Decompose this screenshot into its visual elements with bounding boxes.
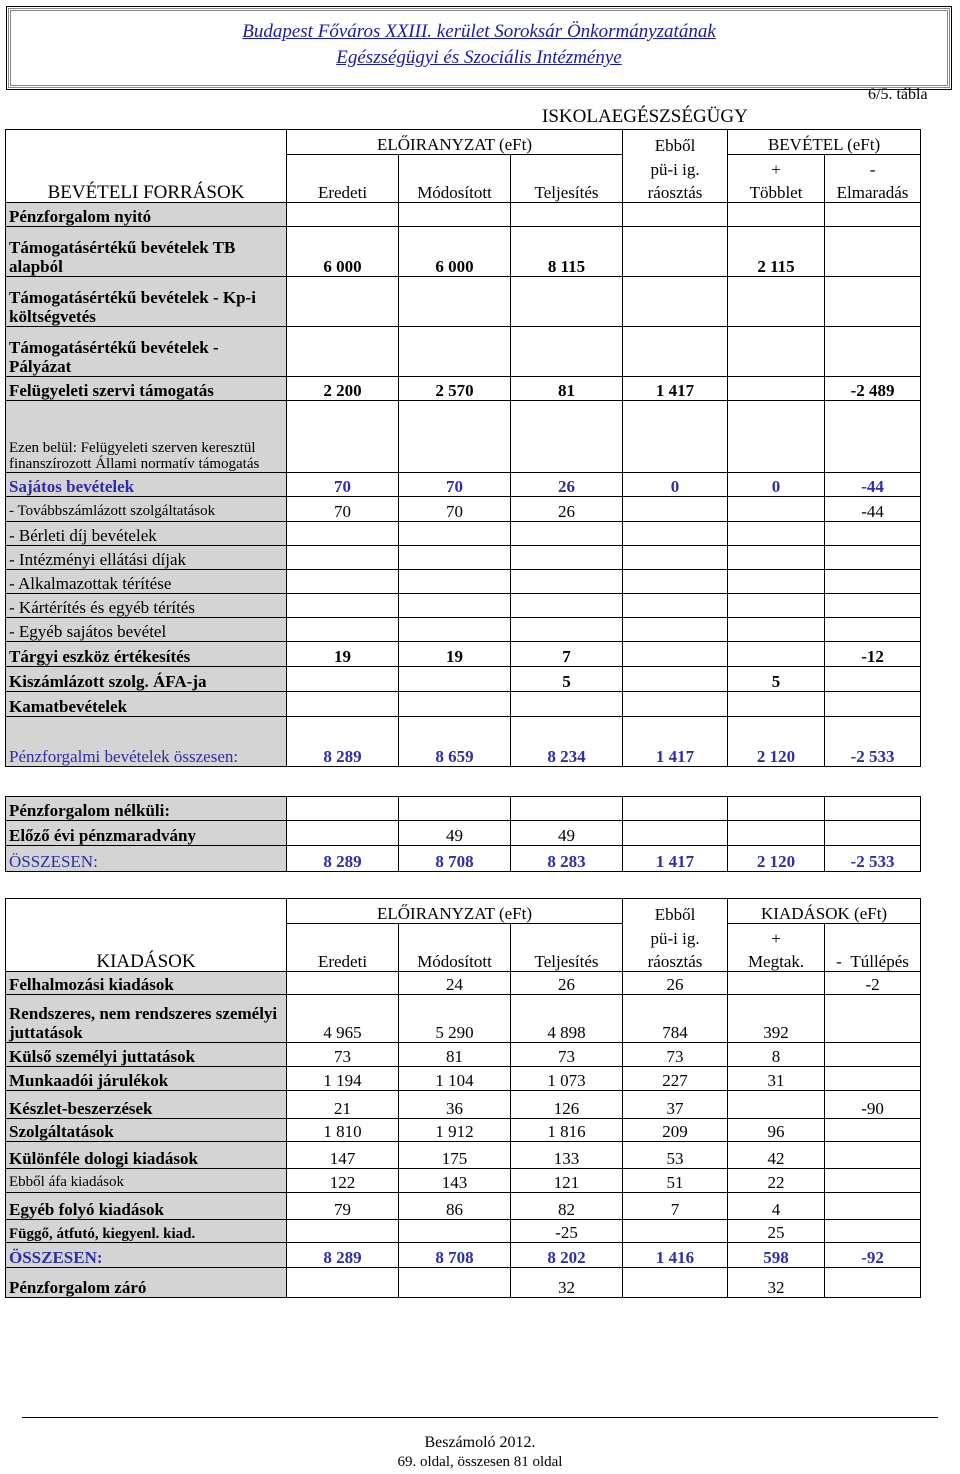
- revenue-row-tobblet: 2 115: [728, 227, 825, 277]
- expense-row: [6, 1119, 921, 1142]
- expense-row-eredeti: 1 810: [287, 1119, 399, 1142]
- revenue-row-modositott: [399, 594, 511, 618]
- expenses-col-tullepes-label: Túllépés: [850, 952, 909, 971]
- previous-year-balance-pui: [623, 821, 728, 846]
- revenue-sources-header: BEVÉTELI FORRÁSOK: [6, 130, 287, 203]
- expense-row-modositott: 8 708: [399, 1243, 511, 1268]
- expense-row-pui: 209: [623, 1119, 728, 1142]
- expense-row-megtak: 42: [728, 1142, 825, 1169]
- expense-row-teljesites: 8 202: [511, 1243, 623, 1268]
- revenue-row-pui: [623, 327, 728, 377]
- revenue-col-tobblet: Többlet: [728, 179, 825, 203]
- revenue-row-teljesites: 26: [511, 473, 623, 497]
- grand-total-revenue-modositott: 8 708: [399, 846, 511, 872]
- expense-row-megtak: 392: [728, 995, 825, 1043]
- revenue-row-tobblet: 5: [728, 667, 825, 692]
- expense-row-eredeti: 79: [287, 1193, 399, 1220]
- expense-row-megtak: 4: [728, 1193, 825, 1220]
- revenue-row-eredeti: [287, 546, 399, 570]
- expense-row-pui: 51: [623, 1169, 728, 1193]
- revenue-row-elmaradas: [825, 277, 921, 327]
- expenses-col-eredeti: Eredeti: [287, 924, 399, 972]
- revenue-row-teljesites: 8 115: [511, 227, 623, 277]
- expense-row-eredeti: [287, 1268, 399, 1298]
- revenue-row-label: Felügyeleti szervi támogatás: [6, 377, 287, 401]
- expense-row-modositott: 36: [399, 1091, 511, 1119]
- expense-row-tullepes: -90: [825, 1091, 921, 1119]
- revenue-row-label: Kamatbevételek: [6, 692, 287, 717]
- expense-row-label: Rendszeres, nem rendszeres személyi juttatások: [6, 995, 287, 1043]
- expense-row-teljesites: 32: [511, 1268, 623, 1298]
- grand-total-revenue-tobblet: 2 120: [728, 846, 825, 872]
- revenue-row-tobblet: [728, 594, 825, 618]
- expense-row-tullepes: [825, 1142, 921, 1169]
- revenue-row-label: - Kártérítés és egyéb térítés: [6, 594, 287, 618]
- revenue-row-modositott: 19: [399, 642, 511, 667]
- revenue-ebbol-header: Ebből: [623, 130, 728, 155]
- revenue-row: [6, 377, 921, 401]
- revenue-row-elmaradas: [825, 594, 921, 618]
- expenses-col-pui-line1: pü-i ig.: [623, 924, 728, 948]
- revenue-row-pui: [623, 277, 728, 327]
- revenue-row-teljesites: 26: [511, 497, 623, 522]
- revenue-row-elmaradas: [825, 401, 921, 473]
- revenue-row-eredeti: 70: [287, 497, 399, 522]
- revenue-row-eredeti: [287, 277, 399, 327]
- footer-page-number: 69. oldal, összesen 81 oldal: [397, 1454, 563, 1470]
- previous-year-balance-teljesites: 49: [511, 821, 623, 846]
- expense-row-label: Ebből áfa kiadások: [6, 1169, 287, 1193]
- expenses-col-minus-sign: -: [836, 952, 842, 971]
- expense-row-eredeti: 1 194: [287, 1067, 399, 1091]
- revenue-row-pui: [623, 692, 728, 717]
- expense-row-modositott: 1 912: [399, 1119, 511, 1142]
- revenue-row-tobblet: [728, 377, 825, 401]
- expense-row-pui: 73: [623, 1043, 728, 1067]
- expense-row-teljesites: 1 073: [511, 1067, 623, 1091]
- revenue-row-teljesites: 8 234: [511, 717, 623, 767]
- revenue-row-tobblet: [728, 497, 825, 522]
- revenue-col-elmaradas: Elmaradás: [825, 179, 921, 203]
- expense-row-modositott: 143: [399, 1169, 511, 1193]
- table-reference: 6/5. tábla: [868, 86, 928, 103]
- revenue-row-modositott: [399, 277, 511, 327]
- revenue-col-modositott: Módosított: [399, 155, 511, 203]
- revenue-row-teljesites: [511, 277, 623, 327]
- footer-report-year: Beszámoló 2012.: [424, 1434, 536, 1451]
- revenue-row-pui: [623, 594, 728, 618]
- expense-row: [6, 1043, 921, 1067]
- expense-row-eredeti: [287, 1220, 399, 1243]
- revenue-row-label: - Továbbszámlázott szolgáltatások: [6, 497, 287, 522]
- footer-rule: [22, 1417, 938, 1418]
- revenue-row-tobblet: [728, 277, 825, 327]
- revenue-table: [5, 129, 921, 767]
- revenue-row-modositott: 70: [399, 473, 511, 497]
- revenue-row: [6, 546, 921, 570]
- revenue-row-label: Támogatásértékű bevételek TB alapból: [6, 227, 287, 277]
- expense-row-tullepes: -2: [825, 972, 921, 995]
- expenses-group-header: KIADÁSOK (eFt): [728, 899, 921, 924]
- expenses-col-plus-sign: +: [728, 924, 825, 948]
- revenue-row-teljesites: [511, 546, 623, 570]
- revenue-row-pui: [623, 522, 728, 546]
- expense-row-label: Függő, átfutó, kiegyenl. kiad.: [6, 1220, 287, 1243]
- nonmonetary-label: Pénzforgalom nélküli:: [6, 797, 287, 821]
- revenue-row-teljesites: 7: [511, 642, 623, 667]
- revenue-row-label: - Bérleti díj bevételek: [6, 522, 287, 546]
- revenue-rows: [6, 203, 921, 767]
- expenses-col-teljesites: Teljesítés: [511, 924, 623, 972]
- revenue-row: [6, 327, 921, 377]
- expenses-col-tullepes: [825, 924, 921, 972]
- revenue-row-label: Sajátos bevételek: [6, 473, 287, 497]
- expense-row-eredeti: 73: [287, 1043, 399, 1067]
- grand-total-revenue-elmaradas: -2 533: [825, 846, 921, 872]
- expense-row-tullepes: [825, 1220, 921, 1243]
- revenue-row-pui: [623, 227, 728, 277]
- revenue-row-elmaradas: -12: [825, 642, 921, 667]
- revenue-col-eredeti: Eredeti: [287, 155, 399, 203]
- expense-row-megtak: 8: [728, 1043, 825, 1067]
- expense-row-teljesites: 121: [511, 1169, 623, 1193]
- revenue-row: [6, 497, 921, 522]
- revenue-row: [6, 717, 921, 767]
- grand-total-revenue-pui: 1 417: [623, 846, 728, 872]
- revenue-row-teljesites: [511, 594, 623, 618]
- revenue-row-tobblet: [728, 570, 825, 594]
- revenue-row-elmaradas: -44: [825, 497, 921, 522]
- expenses-ebbol-header: Ebből: [623, 899, 728, 924]
- revenue-row-pui: [623, 618, 728, 642]
- expense-row-eredeti: 8 289: [287, 1243, 399, 1268]
- previous-year-balance-tobblet: [728, 821, 825, 846]
- header-institution-line1: Budapest Főváros XXIII. kerület Soroksár Önkormányzatának: [242, 21, 716, 42]
- expense-row-label: Külső személyi juttatások: [6, 1043, 287, 1067]
- expense-row-tullepes: [825, 1169, 921, 1193]
- expense-row-teljesites: 133: [511, 1142, 623, 1169]
- revenue-row-tobblet: 0: [728, 473, 825, 497]
- revenue-row-modositott: [399, 570, 511, 594]
- revenue-row: [6, 227, 921, 277]
- revenue-row-eredeti: [287, 203, 399, 227]
- previous-year-balance-modositott: 49: [399, 821, 511, 846]
- expense-row: [6, 995, 921, 1043]
- revenue-row-eredeti: [287, 692, 399, 717]
- revenue-row-teljesites: [511, 203, 623, 227]
- expense-row-teljesites: 1 816: [511, 1119, 623, 1142]
- expense-row-tullepes: [825, 1268, 921, 1298]
- revenue-row-tobblet: [728, 692, 825, 717]
- grand-total-revenue-label: ÖSSZESEN:: [6, 846, 287, 872]
- revenue-row-eredeti: [287, 594, 399, 618]
- revenue-row-pui: [623, 546, 728, 570]
- revenue-row-label: Kiszámlázott szolg. ÁFA-ja: [6, 667, 287, 692]
- revenue-row-pui: [623, 642, 728, 667]
- revenue-row-eredeti: [287, 570, 399, 594]
- expense-row: [6, 1169, 921, 1193]
- expenses-table: [5, 898, 921, 1298]
- expense-row-teljesites: 82: [511, 1193, 623, 1220]
- revenue-row-eredeti: [287, 618, 399, 642]
- expense-row-modositott: 24: [399, 972, 511, 995]
- revenue-row: [6, 594, 921, 618]
- expense-row: [6, 1243, 921, 1268]
- revenue-row: [6, 692, 921, 717]
- revenue-row-modositott: [399, 401, 511, 473]
- revenue-row-eredeti: 19: [287, 642, 399, 667]
- expenses-col-megtak: Megtak.: [728, 948, 825, 972]
- revenue-row-eredeti: 70: [287, 473, 399, 497]
- expense-row: [6, 1091, 921, 1119]
- grand-total-revenue-teljesites: 8 283: [511, 846, 623, 872]
- revenue-row-eredeti: 2 200: [287, 377, 399, 401]
- revenue-row: [6, 618, 921, 642]
- expense-row-modositott: 86: [399, 1193, 511, 1220]
- revenue-row-teljesites: [511, 692, 623, 717]
- revenue-row-eredeti: 6 000: [287, 227, 399, 277]
- revenue-row-elmaradas: -2 489: [825, 377, 921, 401]
- expense-row-tullepes: [825, 1119, 921, 1142]
- revenue-row: [6, 667, 921, 692]
- expense-row-teljesites: -25: [511, 1220, 623, 1243]
- previous-year-balance-label: Előző évi pénzmaradvány: [6, 821, 287, 846]
- expense-row-label: Munkaadói járulékok: [6, 1067, 287, 1091]
- revenue-row: [6, 522, 921, 546]
- expenses-budget-group-header: ELŐIRANYZAT (eFt): [287, 899, 623, 924]
- revenue-row: [6, 401, 921, 473]
- revenue-row: [6, 642, 921, 667]
- expense-row-megtak: [728, 972, 825, 995]
- revenue-row-pui: [623, 497, 728, 522]
- expense-row-modositott: 1 104: [399, 1067, 511, 1091]
- expense-row-pui: 784: [623, 995, 728, 1043]
- revenue-row-eredeti: 8 289: [287, 717, 399, 767]
- expense-row-pui: 53: [623, 1142, 728, 1169]
- expense-row-eredeti: 21: [287, 1091, 399, 1119]
- revenue-row-eredeti: [287, 327, 399, 377]
- revenue-row-label: - Intézményi ellátási díjak: [6, 546, 287, 570]
- revenue-row-elmaradas: [825, 227, 921, 277]
- header-institution-line2: Egészségügyi és Szociális Intézménye: [336, 47, 622, 68]
- expense-row-teljesites: 126: [511, 1091, 623, 1119]
- expense-row-pui: 1 416: [623, 1243, 728, 1268]
- revenue-row-modositott: [399, 327, 511, 377]
- revenue-row-teljesites: 81: [511, 377, 623, 401]
- expense-row-pui: 37: [623, 1091, 728, 1119]
- expense-row-megtak: 96: [728, 1119, 825, 1142]
- expense-row-label: Egyéb folyó kiadások: [6, 1193, 287, 1220]
- expense-row-eredeti: [287, 972, 399, 995]
- expense-row-megtak: 31: [728, 1067, 825, 1091]
- revenue-row-elmaradas: [825, 570, 921, 594]
- report-header-box: [6, 6, 952, 90]
- revenue-row-teljesites: [511, 522, 623, 546]
- revenue-row-label: Ezen belül: Felügyeleti szerven keresztül finanszírozott Állami normatív támogatás: [6, 401, 287, 473]
- expense-row-megtak: 598: [728, 1243, 825, 1268]
- previous-year-balance-eredeti: [287, 821, 399, 846]
- expense-row-megtak: 32: [728, 1268, 825, 1298]
- expense-row-megtak: 25: [728, 1220, 825, 1243]
- revenue-row-tobblet: [728, 522, 825, 546]
- revenue-row-pui: 1 417: [623, 377, 728, 401]
- expense-row: [6, 1193, 921, 1220]
- revenue-col-plus-sign: +: [728, 155, 825, 179]
- expense-row-label: ÖSSZESEN:: [6, 1243, 287, 1268]
- expense-row-label: Felhalmozási kiadások: [6, 972, 287, 995]
- revenue-row-teljesites: [511, 401, 623, 473]
- expense-row-modositott: 5 290: [399, 995, 511, 1043]
- expense-row-eredeti: 147: [287, 1142, 399, 1169]
- revenue-row-elmaradas: [825, 522, 921, 546]
- revenue-row-pui: 0: [623, 473, 728, 497]
- revenue-row-modositott: [399, 618, 511, 642]
- expense-row-teljesites: 26: [511, 972, 623, 995]
- expense-row-pui: 7: [623, 1193, 728, 1220]
- expenses-col-modositott: Módosított: [399, 924, 511, 972]
- revenue-budget-group-header: ELŐIRANYZAT (eFt): [287, 130, 623, 155]
- revenue-row-tobblet: [728, 327, 825, 377]
- previous-year-balance-elmaradas: [825, 821, 921, 846]
- expense-row: [6, 972, 921, 995]
- revenue-row-pui: [623, 401, 728, 473]
- revenue-row-modositott: 70: [399, 497, 511, 522]
- revenue-row-tobblet: [728, 401, 825, 473]
- revenue-row-elmaradas: [825, 327, 921, 377]
- expense-row: [6, 1067, 921, 1091]
- revenue-col-minus-sign: -: [825, 155, 921, 179]
- expenses-rows: [6, 972, 921, 1298]
- expense-row-modositott: [399, 1268, 511, 1298]
- revenue-row-teljesites: [511, 570, 623, 594]
- expense-row-pui: [623, 1220, 728, 1243]
- revenue-row: [6, 570, 921, 594]
- revenue-row-pui: 1 417: [623, 717, 728, 767]
- revenue-row-pui: [623, 667, 728, 692]
- revenue-col-pui-line2: ráosztás: [623, 179, 728, 203]
- expense-row-pui: [623, 1268, 728, 1298]
- expense-row-label: Szolgáltatások: [6, 1119, 287, 1142]
- expenses-col-pui-line2: ráosztás: [623, 948, 728, 972]
- expense-row-modositott: 175: [399, 1142, 511, 1169]
- expense-row-eredeti: 4 965: [287, 995, 399, 1043]
- revenue-row-pui: [623, 203, 728, 227]
- expense-row-label: Pénzforgalom záró: [6, 1268, 287, 1298]
- revenue-row-eredeti: [287, 522, 399, 546]
- revenue-row: [6, 203, 921, 227]
- revenue-row-label: Támogatásértékű bevételek - Pályázat: [6, 327, 287, 377]
- expense-row-tullepes: [825, 1193, 921, 1220]
- revenue-row-modositott: [399, 692, 511, 717]
- revenue-row-label: Pénzforgalom nyitó: [6, 203, 287, 227]
- expenses-header: KIADÁSOK: [6, 899, 287, 972]
- revenue-row-elmaradas: [825, 203, 921, 227]
- expense-row-pui: 227: [623, 1067, 728, 1091]
- expense-row-megtak: 22: [728, 1169, 825, 1193]
- revenue-row-pui: [623, 570, 728, 594]
- revenue-row-modositott: [399, 667, 511, 692]
- revenue-row-teljesites: 5: [511, 667, 623, 692]
- nonmonetary-table: [5, 796, 921, 872]
- revenue-row-eredeti: [287, 401, 399, 473]
- revenue-row-label: Pénzforgalmi bevételek összesen:: [6, 717, 287, 767]
- expense-row-label: Különféle dologi kiadások: [6, 1142, 287, 1169]
- grand-total-revenue-eredeti: 8 289: [287, 846, 399, 872]
- section-title: ISKOLAEGÉSZSÉGÜGY: [542, 106, 748, 127]
- expense-row-tullepes: -92: [825, 1243, 921, 1268]
- expense-row-tullepes: [825, 1067, 921, 1091]
- expense-row-megtak: [728, 1091, 825, 1119]
- revenue-income-group-header: BEVÉTEL (eFt): [728, 130, 921, 155]
- expense-row: [6, 1220, 921, 1243]
- revenue-row: [6, 277, 921, 327]
- revenue-row-label: - Egyéb sajátos bevétel: [6, 618, 287, 642]
- revenue-col-teljesites: Teljesítés: [511, 155, 623, 203]
- revenue-row: [6, 473, 921, 497]
- revenue-row-modositott: 8 659: [399, 717, 511, 767]
- revenue-row-elmaradas: [825, 546, 921, 570]
- expense-row-modositott: 81: [399, 1043, 511, 1067]
- revenue-row-elmaradas: [825, 692, 921, 717]
- expense-row-eredeti: 122: [287, 1169, 399, 1193]
- expense-row: [6, 1142, 921, 1169]
- revenue-row-label: Tárgyi eszköz értékesítés: [6, 642, 287, 667]
- expense-row-teljesites: 4 898: [511, 995, 623, 1043]
- expense-row-tullepes: [825, 1043, 921, 1067]
- revenue-row-label: - Alkalmazottak térítése: [6, 570, 287, 594]
- expense-row-pui: 26: [623, 972, 728, 995]
- revenue-row-elmaradas: [825, 667, 921, 692]
- revenue-row-elmaradas: -2 533: [825, 717, 921, 767]
- revenue-row-tobblet: 2 120: [728, 717, 825, 767]
- expense-row-teljesites: 73: [511, 1043, 623, 1067]
- revenue-col-pui-line1: pü-i ig.: [623, 155, 728, 179]
- revenue-row-eredeti: [287, 667, 399, 692]
- revenue-row-label: Támogatásértékű bevételek - Kp-i költségvetés: [6, 277, 287, 327]
- revenue-row-modositott: [399, 546, 511, 570]
- revenue-row-modositott: [399, 522, 511, 546]
- revenue-row-modositott: 2 570: [399, 377, 511, 401]
- expense-row-label: Készlet-beszerzések: [6, 1091, 287, 1119]
- revenue-row-tobblet: [728, 546, 825, 570]
- revenue-row-teljesites: [511, 618, 623, 642]
- revenue-row-tobblet: [728, 203, 825, 227]
- revenue-row-modositott: 6 000: [399, 227, 511, 277]
- expense-row: [6, 1268, 921, 1298]
- expense-row-modositott: [399, 1220, 511, 1243]
- revenue-row-teljesites: [511, 327, 623, 377]
- revenue-row-tobblet: [728, 642, 825, 667]
- revenue-row-elmaradas: [825, 618, 921, 642]
- revenue-row-elmaradas: -44: [825, 473, 921, 497]
- expense-row-tullepes: [825, 995, 921, 1043]
- revenue-row-tobblet: [728, 618, 825, 642]
- revenue-row-modositott: [399, 203, 511, 227]
